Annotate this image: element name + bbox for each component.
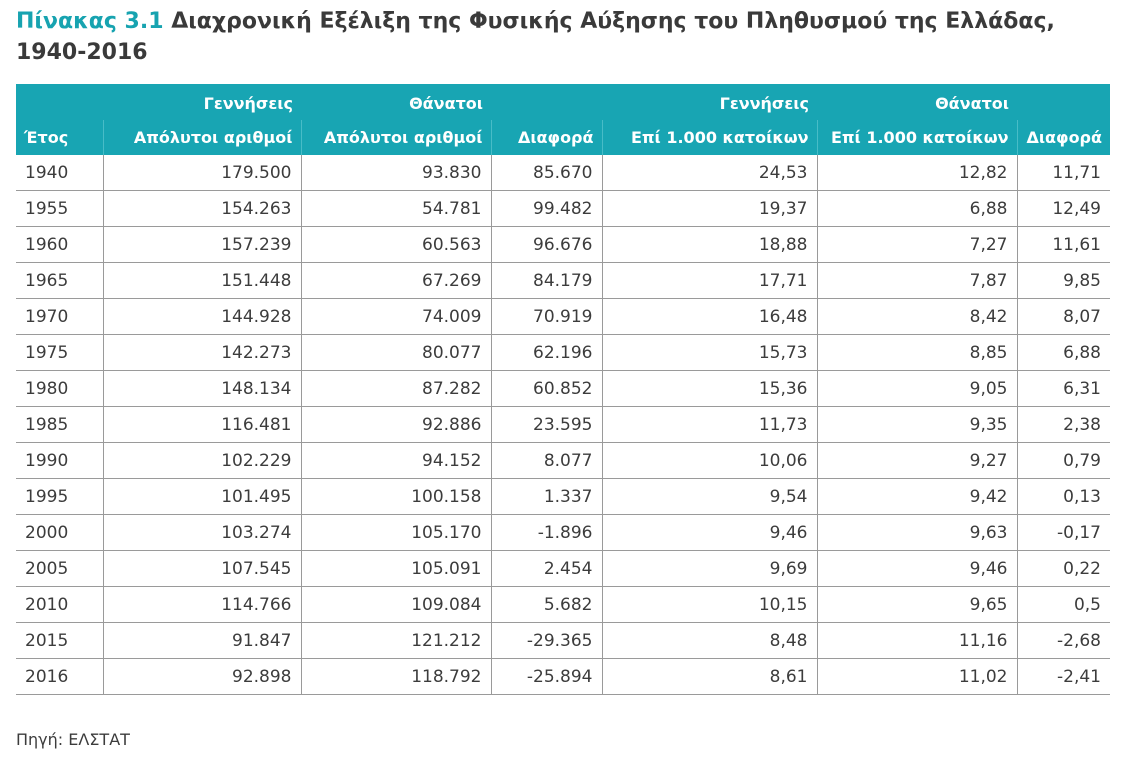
- deaths-per-1000-cell: 9,63: [817, 515, 1017, 551]
- difference-per-1000-cell: 0,13: [1017, 479, 1110, 515]
- deaths-absolute-cell: 93.830: [301, 155, 491, 191]
- births-absolute-cell: 114.766: [103, 587, 301, 623]
- difference-per-1000-cell: 11,61: [1017, 227, 1110, 263]
- births-absolute-cell: 91.847: [103, 623, 301, 659]
- difference-per-1000-cell: 2,38: [1017, 407, 1110, 443]
- difference-absolute-cell: 85.670: [491, 155, 602, 191]
- header-deaths-absolute: Απόλυτοι αριθμοί: [301, 120, 491, 155]
- births-absolute-cell: 179.500: [103, 155, 301, 191]
- births-absolute-cell: 92.898: [103, 659, 301, 695]
- deaths-per-1000-cell: 11,16: [817, 623, 1017, 659]
- births-per-1000-cell: 11,73: [602, 407, 817, 443]
- difference-per-1000-cell: 8,07: [1017, 299, 1110, 335]
- year-cell: 2000: [16, 515, 103, 551]
- table-row: [16, 515, 1110, 551]
- difference-per-1000-cell: -2,68: [1017, 623, 1110, 659]
- table-title-text: Διαχρονική Εξέλιξη της Φυσικής Αύξησης του Πληθυσμού της Ελλάδας, 1940-2016: [16, 9, 1055, 65]
- table-row: [16, 659, 1110, 695]
- year-cell: 1975: [16, 335, 103, 371]
- year-cell: 1940: [16, 155, 103, 191]
- births-per-1000-cell: 8,48: [602, 623, 817, 659]
- deaths-per-1000-cell: 9,42: [817, 479, 1017, 515]
- deaths-per-1000-cell: 9,65: [817, 587, 1017, 623]
- year-cell: 1965: [16, 263, 103, 299]
- deaths-per-1000-cell: 12,82: [817, 155, 1017, 191]
- births-absolute-cell: 154.263: [103, 191, 301, 227]
- table-row: [16, 263, 1110, 299]
- deaths-absolute-cell: 74.009: [301, 299, 491, 335]
- header-group-births-per-1000: Γεννήσεις: [719, 93, 809, 113]
- deaths-per-1000-cell: 11,02: [817, 659, 1017, 695]
- deaths-absolute-cell: 87.282: [301, 371, 491, 407]
- births-absolute-cell: 102.229: [103, 443, 301, 479]
- deaths-absolute-cell: 100.158: [301, 479, 491, 515]
- year-cell: 1980: [16, 371, 103, 407]
- header-difference-absolute: Διαφορά: [491, 120, 602, 155]
- deaths-absolute-cell: 105.170: [301, 515, 491, 551]
- difference-per-1000-cell: -2,41: [1017, 659, 1110, 695]
- table-header: [16, 84, 1110, 155]
- births-per-1000-cell: 16,48: [602, 299, 817, 335]
- difference-absolute-cell: 1.337: [491, 479, 602, 515]
- births-per-1000-cell: 10,06: [602, 443, 817, 479]
- deaths-per-1000-cell: 9,35: [817, 407, 1017, 443]
- difference-absolute-cell: 5.682: [491, 587, 602, 623]
- year-cell: 2005: [16, 551, 103, 587]
- births-per-1000-cell: 19,37: [602, 191, 817, 227]
- table-row: [16, 299, 1110, 335]
- deaths-absolute-cell: 67.269: [301, 263, 491, 299]
- year-cell: 1955: [16, 191, 103, 227]
- births-absolute-cell: 142.273: [103, 335, 301, 371]
- deaths-per-1000-cell: 7,87: [817, 263, 1017, 299]
- table-row: [16, 551, 1110, 587]
- difference-absolute-cell: 8.077: [491, 443, 602, 479]
- header-group-births-absolute: Γεννήσεις: [203, 93, 293, 113]
- difference-absolute-cell: 70.919: [491, 299, 602, 335]
- header-group-cell: [16, 84, 103, 120]
- difference-per-1000-cell: 9,85: [1017, 263, 1110, 299]
- year-cell: 1970: [16, 299, 103, 335]
- header-group-cell: [1017, 84, 1110, 120]
- header-year: Έτος: [16, 120, 103, 155]
- deaths-per-1000-cell: 9,46: [817, 551, 1017, 587]
- difference-per-1000-cell: 0,5: [1017, 587, 1110, 623]
- deaths-absolute-cell: 118.792: [301, 659, 491, 695]
- header-group-deaths-absolute: Θάνατοι: [409, 93, 483, 113]
- table-body: [16, 155, 1110, 695]
- header-difference-per-1000: Διαφορά: [1026, 128, 1102, 147]
- deaths-per-1000-cell: 9,27: [817, 443, 1017, 479]
- deaths-absolute-cell: 121.212: [301, 623, 491, 659]
- births-deaths-table: [16, 84, 1110, 695]
- deaths-per-1000-cell: 8,42: [817, 299, 1017, 335]
- year-cell: 2016: [16, 659, 103, 695]
- difference-absolute-cell: 62.196: [491, 335, 602, 371]
- table-row: [16, 623, 1110, 659]
- births-per-1000-cell: 9,69: [602, 551, 817, 587]
- header-births-per-1000: Επί 1.000 κατοίκων: [602, 120, 817, 155]
- births-absolute-cell: 101.495: [103, 479, 301, 515]
- header-group-deaths-per-1000: Θάνατοι: [935, 93, 1009, 113]
- births-per-1000-cell: 24,53: [602, 155, 817, 191]
- deaths-absolute-cell: 105.091: [301, 551, 491, 587]
- deaths-absolute-cell: 60.563: [301, 227, 491, 263]
- difference-absolute-cell: -29.365: [491, 623, 602, 659]
- difference-per-1000-cell: 6,88: [1017, 335, 1110, 371]
- difference-per-1000-cell: -0,17: [1017, 515, 1110, 551]
- births-per-1000-cell: 18,88: [602, 227, 817, 263]
- table-row: [16, 227, 1110, 263]
- deaths-per-1000-cell: 8,85: [817, 335, 1017, 371]
- table-title: [16, 6, 1116, 68]
- year-cell: 1985: [16, 407, 103, 443]
- difference-per-1000-cell: 0,79: [1017, 443, 1110, 479]
- deaths-per-1000-cell: 7,27: [817, 227, 1017, 263]
- year-cell: 2010: [16, 587, 103, 623]
- births-absolute-cell: 107.545: [103, 551, 301, 587]
- difference-per-1000-cell: 12,49: [1017, 191, 1110, 227]
- births-absolute-cell: 103.274: [103, 515, 301, 551]
- deaths-absolute-cell: 92.886: [301, 407, 491, 443]
- header-row-groups: [16, 84, 1110, 120]
- deaths-per-1000-cell: 6,88: [817, 191, 1017, 227]
- difference-absolute-cell: 84.179: [491, 263, 602, 299]
- births-absolute-cell: 144.928: [103, 299, 301, 335]
- difference-per-1000-cell: 6,31: [1017, 371, 1110, 407]
- births-absolute-cell: 148.134: [103, 371, 301, 407]
- births-per-1000-cell: 9,46: [602, 515, 817, 551]
- births-per-1000-cell: 17,71: [602, 263, 817, 299]
- difference-absolute-cell: -25.894: [491, 659, 602, 695]
- births-per-1000-cell: 15,73: [602, 335, 817, 371]
- births-absolute-cell: 151.448: [103, 263, 301, 299]
- difference-absolute-cell: 23.595: [491, 407, 602, 443]
- births-per-1000-cell: 8,61: [602, 659, 817, 695]
- deaths-absolute-cell: 94.152: [301, 443, 491, 479]
- difference-per-1000-cell: 0,22: [1017, 551, 1110, 587]
- table-number-label: Πίνακας 3.1: [16, 9, 164, 34]
- table-row: [16, 335, 1110, 371]
- births-absolute-cell: 116.481: [103, 407, 301, 443]
- table-row: [16, 191, 1110, 227]
- year-cell: 1960: [16, 227, 103, 263]
- difference-absolute-cell: -1.896: [491, 515, 602, 551]
- births-per-1000-cell: 10,15: [602, 587, 817, 623]
- table-row: [16, 155, 1110, 191]
- births-absolute-cell: 157.239: [103, 227, 301, 263]
- difference-absolute-cell: 99.482: [491, 191, 602, 227]
- difference-absolute-cell: 2.454: [491, 551, 602, 587]
- source-note: Πηγή: ΕΛΣΤΑΤ: [16, 730, 130, 749]
- table-row: [16, 407, 1110, 443]
- deaths-absolute-cell: 80.077: [301, 335, 491, 371]
- deaths-per-1000-cell: 9,05: [817, 371, 1017, 407]
- births-per-1000-cell: 9,54: [602, 479, 817, 515]
- header-row-columns: [16, 120, 1110, 155]
- year-cell: 2015: [16, 623, 103, 659]
- header-births-absolute: Απόλυτοι αριθμοί: [103, 120, 301, 155]
- table-row: [16, 587, 1110, 623]
- deaths-absolute-cell: 109.084: [301, 587, 491, 623]
- difference-absolute-cell: 60.852: [491, 371, 602, 407]
- year-cell: 1990: [16, 443, 103, 479]
- table-row: [16, 479, 1110, 515]
- table-row: [16, 371, 1110, 407]
- births-per-1000-cell: 15,36: [602, 371, 817, 407]
- difference-absolute-cell: 96.676: [491, 227, 602, 263]
- header-group-cell: [491, 84, 602, 120]
- table-row: [16, 443, 1110, 479]
- year-cell: 1995: [16, 479, 103, 515]
- header-deaths-per-1000: Επί 1.000 κατοίκων: [817, 120, 1017, 155]
- difference-per-1000-cell: 11,71: [1017, 155, 1110, 191]
- deaths-absolute-cell: 54.781: [301, 191, 491, 227]
